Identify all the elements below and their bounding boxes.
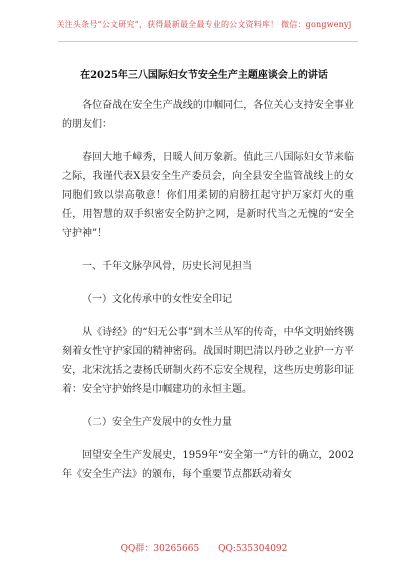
salutation: 各位奋战在安全生产战线的巾帼同仁，各位关心支持安全事业的朋友们： (62, 100, 354, 130)
footer-qq-group: QQ群：30265665 (120, 544, 200, 554)
header-banner: 关注头条号“公文研究”，获得最新最全最专业的公文资料库！ 微信：gongwenyj (56, 20, 352, 29)
body-paragraph: 回望安全生产发展史，1959年“安全第一”方针的确立，2002年《安全生产法》的颁布，每个重要节点都跃动着女 (62, 450, 354, 480)
footer-contact (0, 541, 408, 554)
page-title: 在2025年三八国际妇女节安全生产主题座谈会上的讲话 (80, 70, 328, 81)
body-paragraph: 春回大地千嶂秀，日暖人间万象新。值此三八国际妇女节来临之际，我谨代表X县安全生产委员会，向全县安全监管战线上的女同胞们致以崇高敬意！你们用柔韧的肩膀扛起守护万家灯火的重任，用智慧的双手织密安全防护之网，是新时代当之无愧的“安全守护神”！ (62, 152, 354, 239)
footer-qq: QQ:535304092 (218, 544, 288, 554)
header-divider (58, 41, 358, 42)
section-heading: 一、千年文脉孕风骨，历史长河见担当 (82, 261, 252, 272)
subsection-heading: （二）安全生产发展中的女性力量 (82, 417, 232, 428)
document-body (62, 96, 354, 498)
body-paragraph: 从《诗经》的“妇无公事”到木兰从军的传奇，中华文明始终镌刻着女性守护家国的精神密码。战国时期巴清以丹砂之业护一方平安，北宋沈括之妻杨氏研制火药不忘安全规程，这些历史剪影印证着：安全守护始终是巾帼建功的永恒主题。 (62, 327, 354, 395)
subsection-heading: （一）文化传承中的女性安全印记 (82, 294, 232, 305)
